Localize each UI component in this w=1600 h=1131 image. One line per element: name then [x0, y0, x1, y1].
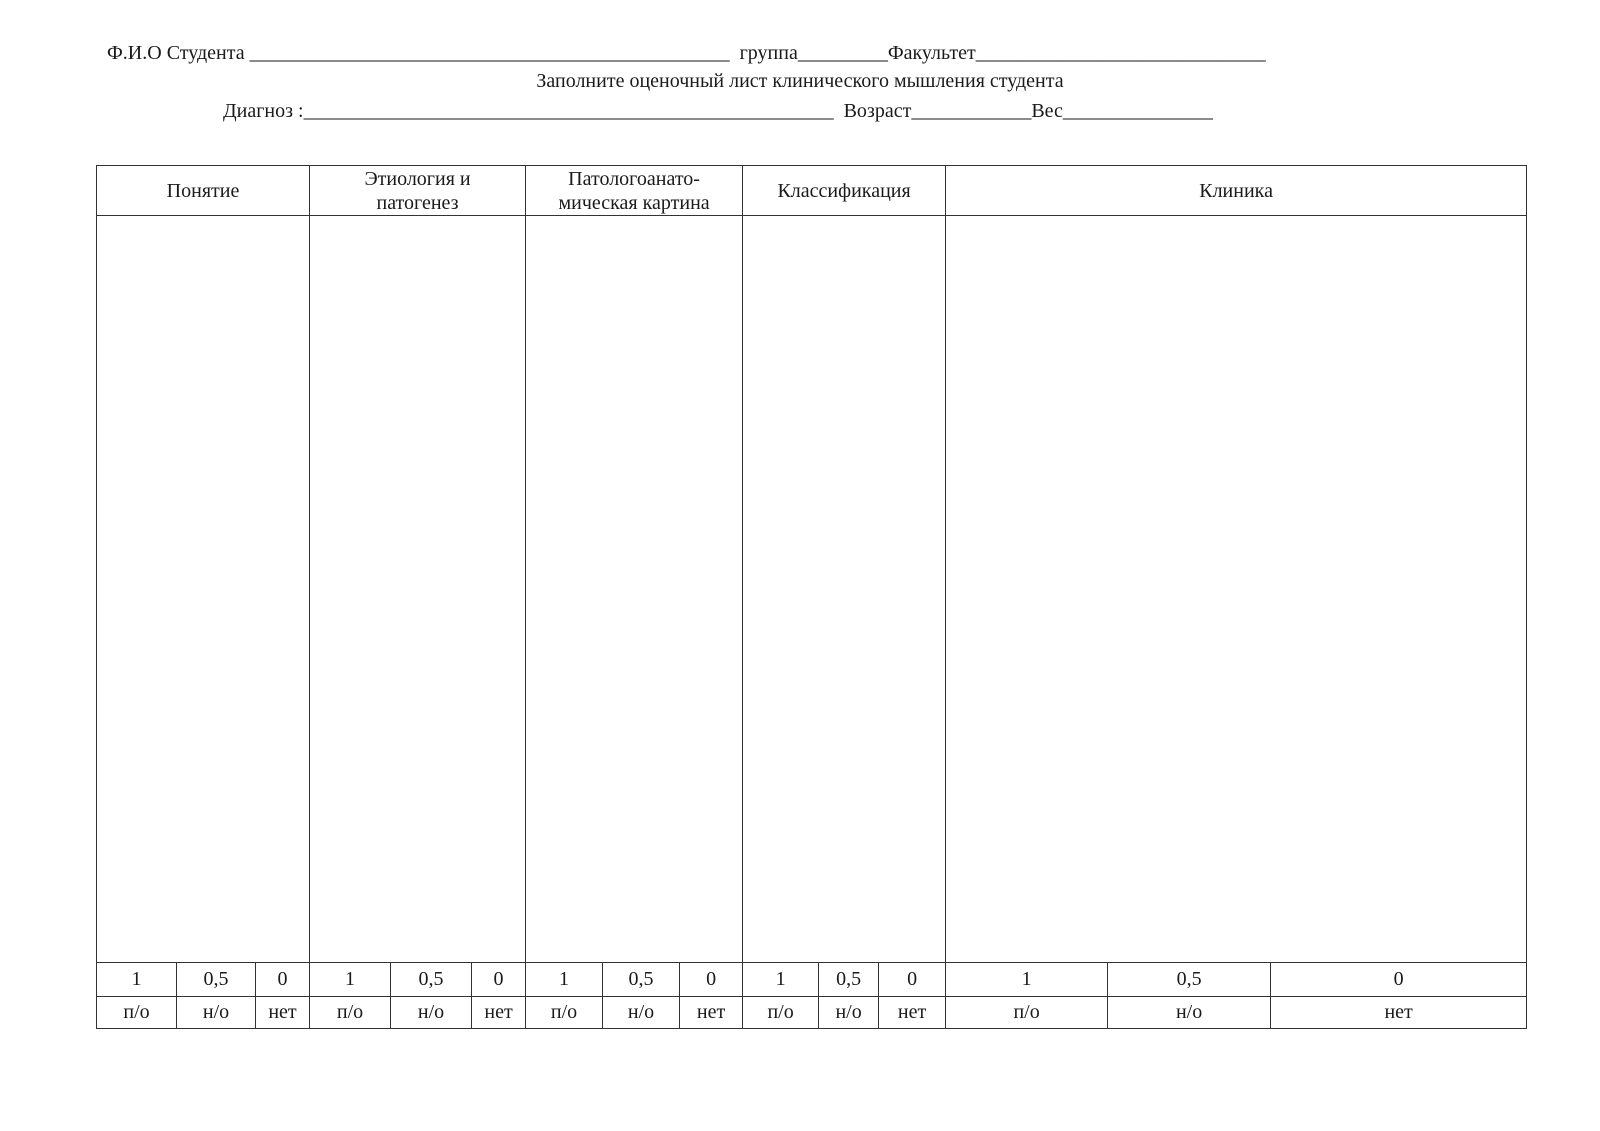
answer-area-clinic[interactable] [946, 216, 1527, 963]
score-cell[interactable]: 1 [97, 963, 177, 997]
score-cell[interactable]: 0 [680, 963, 743, 997]
score-label-cell: п/о [310, 997, 391, 1029]
score-cell[interactable]: 1 [946, 963, 1108, 997]
answer-area-classification[interactable] [743, 216, 946, 963]
score-label-cell: нет [879, 997, 946, 1029]
score-cell[interactable]: 0 [472, 963, 526, 997]
student-info-line: Ф.И.О Студента ________________________________________________ группа_________Факультет_____________________________ [107, 42, 1266, 64]
answer-area-pathology[interactable] [526, 216, 743, 963]
score-cell[interactable]: 0,5 [819, 963, 879, 997]
score-label-cell: н/о [1108, 997, 1271, 1029]
column-header-classification: Классификация [743, 166, 946, 216]
score-cell[interactable]: 1 [526, 963, 603, 997]
column-header-etiology-text: Этиология и патогенез [364, 167, 471, 214]
column-header-concept: Понятие [97, 166, 310, 216]
score-cell[interactable]: 0,5 [391, 963, 472, 997]
score-cell[interactable]: 0,5 [177, 963, 256, 997]
score-label-cell: н/о [819, 997, 879, 1029]
score-cell[interactable]: 1 [743, 963, 819, 997]
score-label-cell: нет [256, 997, 310, 1029]
score-cell[interactable]: 0,5 [1108, 963, 1271, 997]
evaluation-table [96, 165, 1527, 1029]
answer-area-etiology[interactable] [310, 216, 526, 963]
score-label-cell: п/о [946, 997, 1108, 1029]
score-cell[interactable]: 0 [879, 963, 946, 997]
score-cell[interactable]: 0 [1271, 963, 1527, 997]
score-label-cell: п/о [97, 997, 177, 1029]
column-header-pathology-text: Патологоанато-мическая картина [558, 167, 710, 214]
column-header-clinic: Клиника [946, 166, 1527, 216]
column-header-pathology [526, 166, 743, 216]
score-label-cell: нет [472, 997, 526, 1029]
diagnosis-info-line: Диагноз :_____________________________________________________ Возраст____________Вес_______________ [223, 100, 1213, 122]
score-cell[interactable]: 1 [310, 963, 391, 997]
score-label-cell: н/о [177, 997, 256, 1029]
score-label-cell: нет [680, 997, 743, 1029]
score-label-cell: нет [1271, 997, 1527, 1029]
score-cell[interactable]: 0 [256, 963, 310, 997]
score-label-cell: п/о [743, 997, 819, 1029]
answer-area-concept[interactable] [97, 216, 310, 963]
column-header-etiology [310, 166, 526, 216]
score-cell[interactable]: 0,5 [603, 963, 680, 997]
score-label-cell: н/о [603, 997, 680, 1029]
form-title: Заполните оценочный лист клинического мышления студента [536, 70, 1064, 92]
score-label-cell: п/о [526, 997, 603, 1029]
score-label-cell: н/о [391, 997, 472, 1029]
